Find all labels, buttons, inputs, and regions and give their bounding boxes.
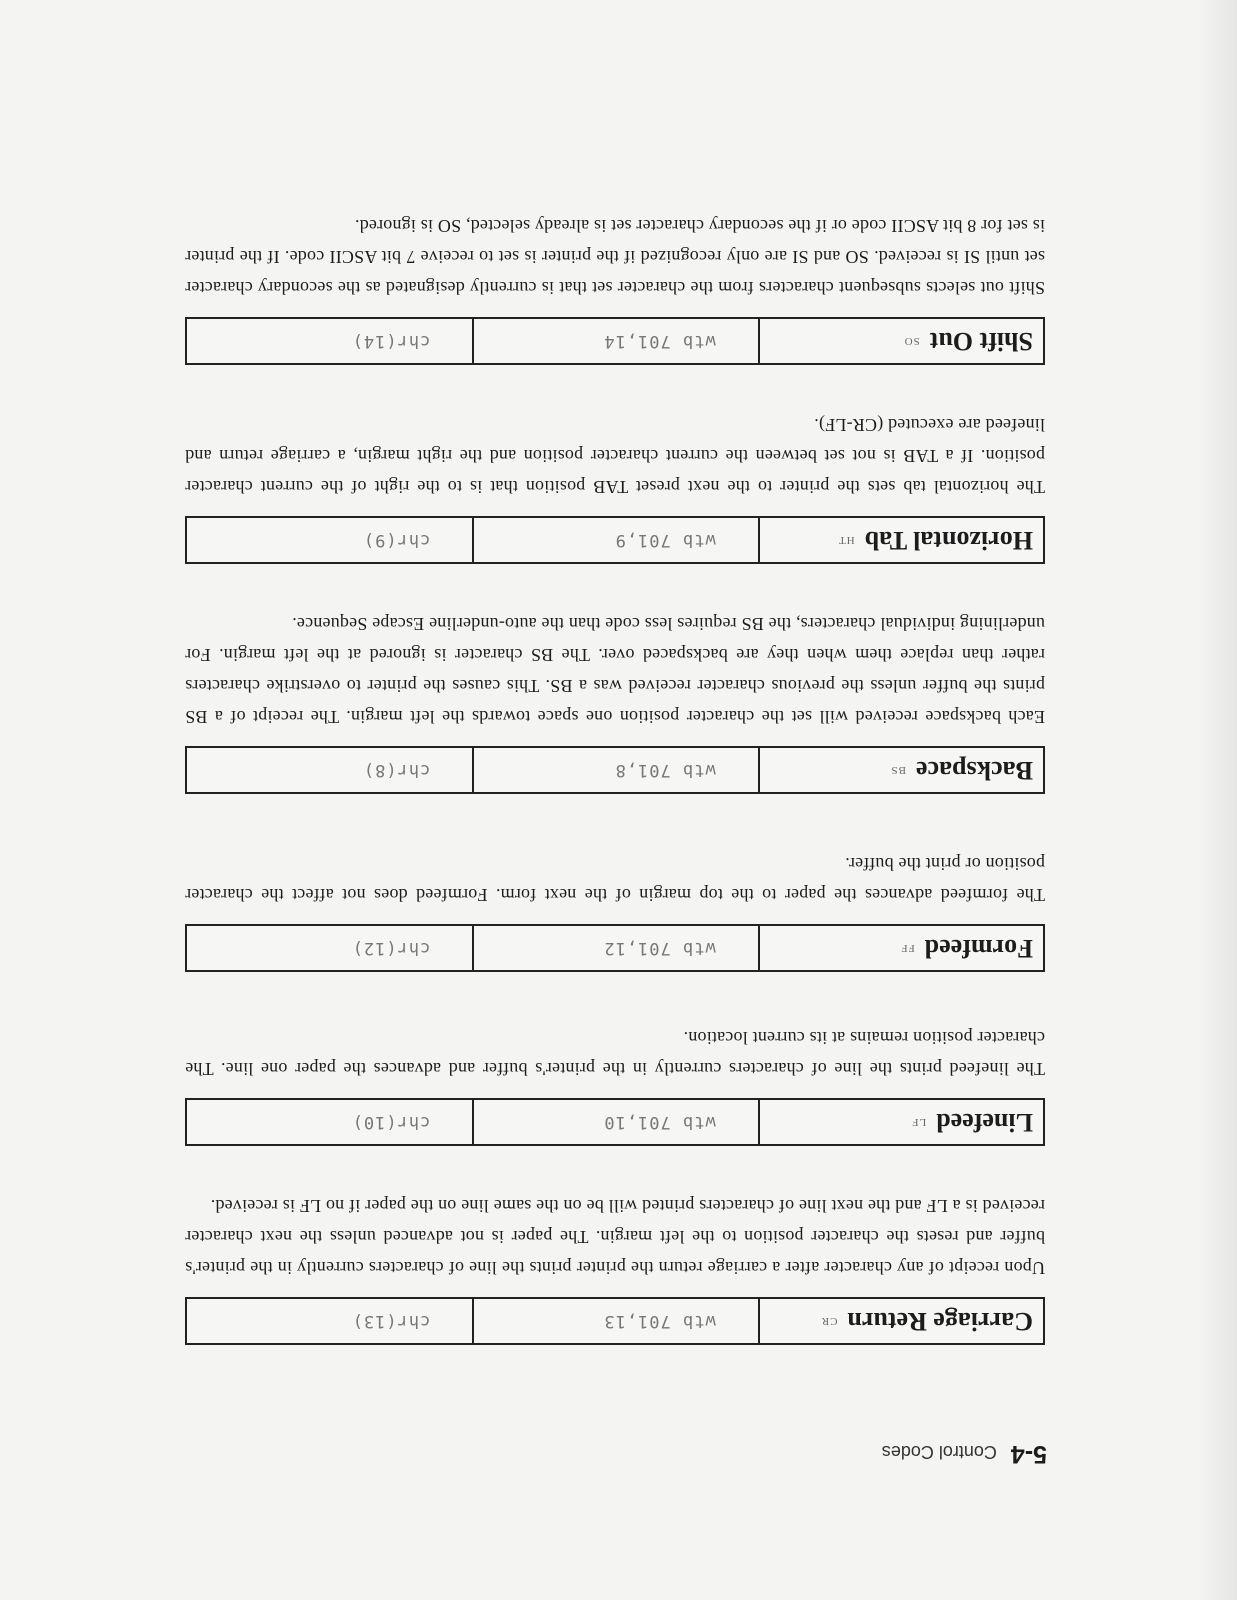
page-number: 5-4 [1010,1440,1047,1468]
code-name: Carriage Return [847,1307,1033,1336]
code-name: Formfeed [924,934,1033,963]
code-table [185,1098,1045,1146]
code-table [185,746,1045,794]
chr-code: chr(13) [351,1311,431,1331]
code-table [185,516,1045,564]
code-table [185,317,1045,365]
code-section-backspace [185,608,1045,794]
wtb-code: wtb 701,12 [472,926,757,970]
code-description: The linefeed prints the line of characters currently in the printer's buffer and advances the paper one line. The character position remains at its current location. [185,1028,1045,1079]
code-table [185,924,1045,972]
code-abbr: LF [911,1116,927,1128]
wtb-code: wtb 701,13 [472,1299,757,1343]
chr-code: chr(12) [351,938,431,958]
code-abbr: BS [890,764,906,776]
code-section-carriage-return [185,1190,1045,1345]
code-table [185,1297,1045,1345]
code-name-cell [758,748,1043,792]
code-name: Horizontal Tab [864,526,1033,555]
wtb-code: wtb 701,10 [472,1100,757,1144]
code-abbr: SO [903,335,920,347]
code-name: Linefeed [936,1108,1033,1137]
chr-code: chr(14) [351,331,431,351]
page-content [185,166,1045,1468]
code-name: Backspace [916,756,1033,785]
wtb-code: wtb 701,9 [472,518,757,562]
page-header [185,1439,1047,1468]
chr-code: chr(10) [351,1112,431,1132]
code-abbr: FF [900,942,915,954]
code-section-shift-out [185,210,1045,365]
code-description: Upon receipt of any character after a carriage return the printer prints the line of characters currently in the printer's buffer and resets the character position to the left margin. The paper is not advanced unless the next character received is a LF and the next line of characters printed will be on the same line on the paper if no LF is received. [185,1196,1045,1278]
wtb-code: wtb 701,14 [472,319,757,363]
chr-code: chr(8) [362,760,431,780]
code-description: The horizontal tab sets the printer to the next preset TAB position that is to the right of the current character position. If a TAB is not set between the current character position and the right margin, a carriage return and linefeed are executed (CR-LF). [185,415,1045,497]
code-section-linefeed [185,1022,1045,1146]
code-name-cell [758,319,1043,363]
code-name-cell [758,926,1043,970]
section-title: Control Codes [881,1442,997,1462]
chr-code: chr(9) [362,530,431,550]
code-section-formfeed [185,848,1045,972]
code-name-cell [758,518,1043,562]
code-section-horizontal-tab [185,409,1045,564]
code-abbr: HT [838,534,855,546]
scan-edge-shadow [1197,0,1237,1600]
code-name-cell [758,1299,1043,1343]
code-description: Shift out selects subsequent characters from the character set that is currently designated as the secondary character set until SI is received. SO and SI are only recognized if the printer is set to receive 7 bit ASCII code. If the printer is set for 8 bit ASCII code or if the secondary character set is already selected, SO is ignored. [185,216,1045,298]
code-name-cell [758,1100,1043,1144]
code-description: Each backspace received will set the character position one space towards the left margin. The receipt of a BS prints the buffer unless the previous character received was a BS. This causes the printer to overstrike characters rather than replace them when they are backspaced over. The BS character is ignored at the left margin. For underlining individual characters, the BS requires less code than the auto-underline Escape Sequence. [185,614,1045,727]
code-description: The formfeed advances the paper to the top margin of the next form. Formfeed does not affect the character position or print the buffer. [185,854,1045,905]
wtb-code: wtb 701,8 [472,748,757,792]
code-abbr: CR [820,1315,838,1327]
code-name: Shift Out [929,327,1033,356]
